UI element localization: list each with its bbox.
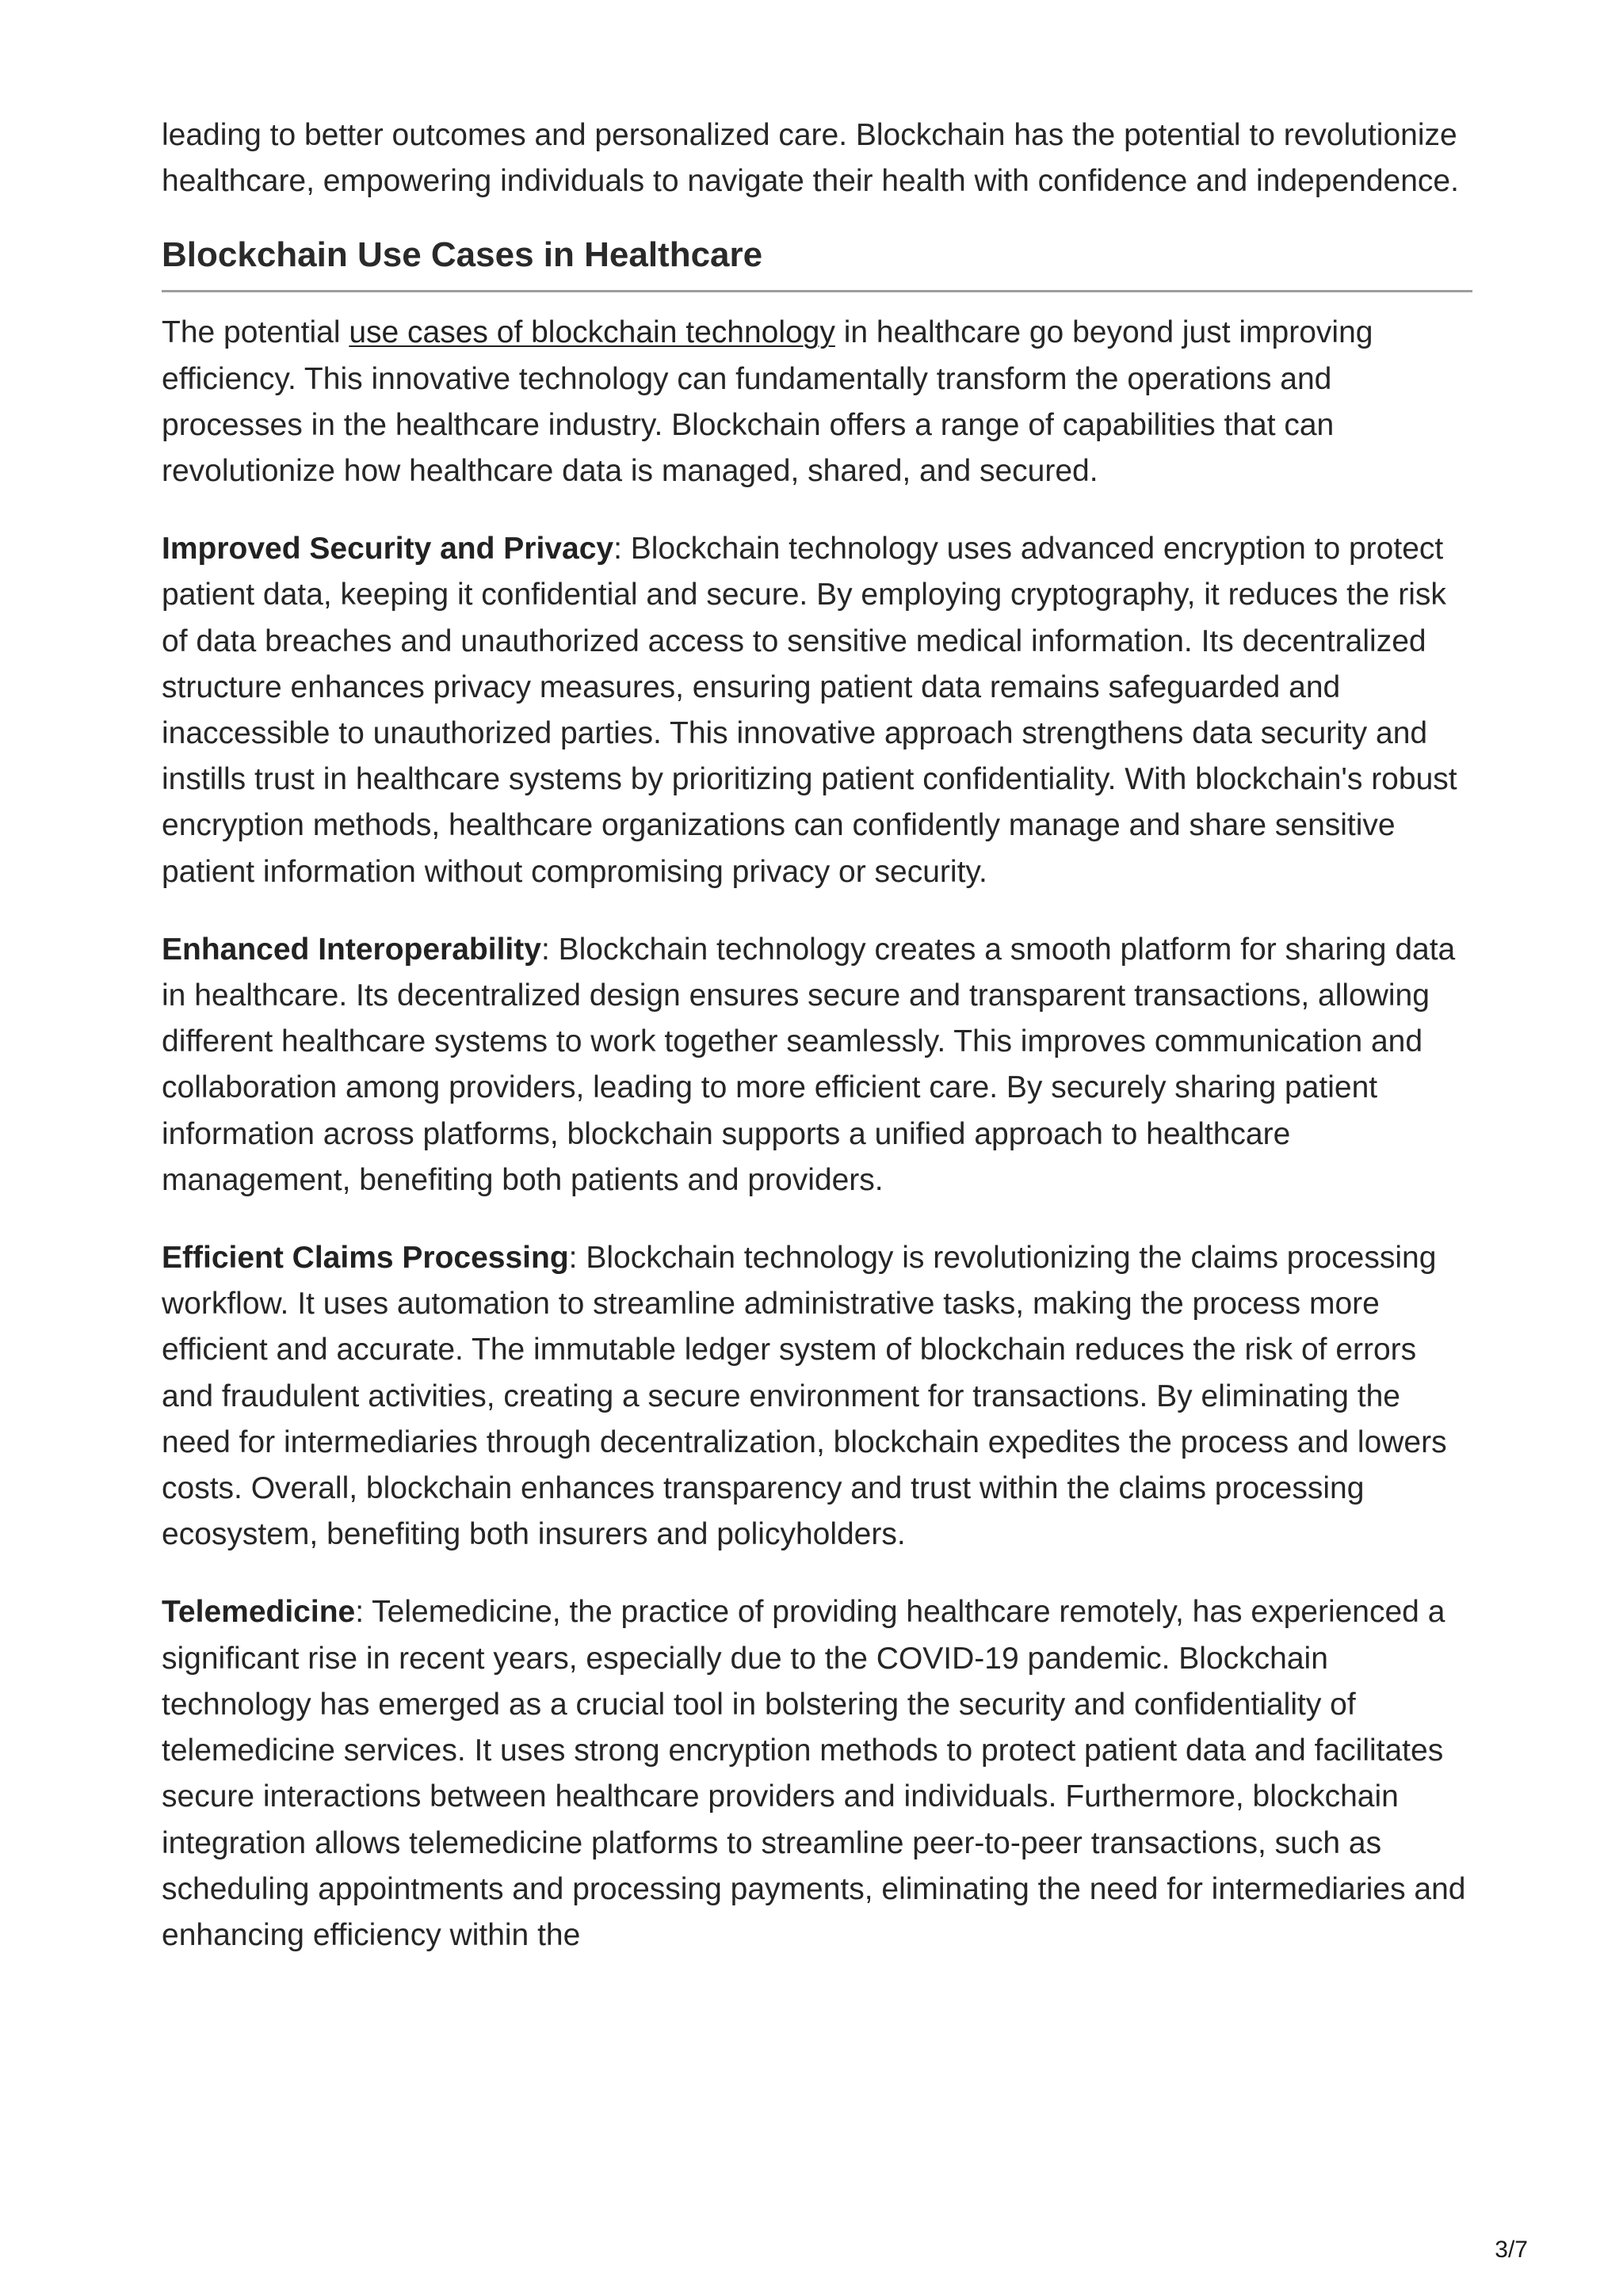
lead-text-after-link: in healthcare go beyond just improving efficiency. This innovative technology can fundamentally transform the operations and processes in the healthcare industry. Blockchain offers a range of capabilities that can revolutionize how healthcare data is managed, shared, and secured. [162,315,1373,489]
use-case-term: Telemedicine [162,1595,356,1630]
use-case-security-privacy [162,526,1472,895]
document-page [162,113,1472,1958]
section-lead-paragraph [162,310,1472,494]
section-heading: Blockchain Use Cases in Healthcare [162,233,1472,292]
use-case-interoperability [162,927,1472,1203]
page-number: 3/7 [1495,2237,1528,2263]
lead-text-before-link: The potential [162,315,349,350]
use-case-text: : Blockchain technology creates a smooth platform for sharing data in healthcare. Its decentralized design ensures secure and transparent transactions, allowing different healthcare systems to work together seamlessly. This improves communication and collaboration among providers, leading to more efficient care. By securely sharing patient information across platforms, blockchain supports a unified approach to healthcare management, benefiting both patients and providers. [162,932,1456,1197]
intro-continuation-paragraph: leading to better outcomes and personalized care. Blockchain has the potential to revolutionize healthcare, empowering individuals to navigate their health with confidence and independence. [162,118,1459,199]
use-cases-link[interactable]: use cases of blockchain technology [349,315,835,350]
use-case-term: Improved Security and Privacy [162,532,614,566]
use-case-claims-processing [162,1235,1472,1558]
use-case-text: : Blockchain technology uses advanced encryption to protect patient data, keeping it confidential and secure. By employing cryptography, it reduces the risk of data breaches and unauthorized access to sensitive medical information. Its decentralized structure enhances privacy measures, ensuring patient data remains safeguarded and inaccessible to unauthorized parties. This innovative approach strengthens data security and instills trust in healthcare systems by prioritizing patient confidentiality. With blockchain's robust encryption methods, healthcare organizations can confidently manage and share sensitive patient information without compromising privacy or security. [162,532,1457,889]
use-case-term: Enhanced Interoperability [162,932,541,967]
use-case-telemedicine [162,1589,1472,1958]
use-case-text: : Telemedicine, the practice of providing healthcare remotely, has experienced a significant rise in recent years, especially due to the COVID-19 pandemic. Blockchain technology has emerged as a crucial tool in bolstering the security and confidentiality of telemedicine services. It uses strong encryption methods to protect patient data and facilitates secure interactions between healthcare providers and individuals. Furthermore, blockchain integration allows telemedicine platforms to streamline peer-to-peer transactions, such as scheduling appointments and processing payments, eliminating the need for intermediaries and enhancing efficiency within the [162,1595,1466,1952]
use-case-term: Efficient Claims Processing [162,1241,569,1276]
use-case-text: : Blockchain technology is revolutionizing the claims processing workflow. It uses automation to streamline administrative tasks, making the process more efficient and accurate. The immutable ledger system of blockchain reduces the risk of errors and fraudulent activities, creating a secure environment for transactions. By eliminating the need for intermediaries through decentralization, blockchain expedites the process and lowers costs. Overall, blockchain enhances transparency and trust within the claims processing ecosystem, benefiting both insurers and policyholders. [162,1241,1447,1552]
